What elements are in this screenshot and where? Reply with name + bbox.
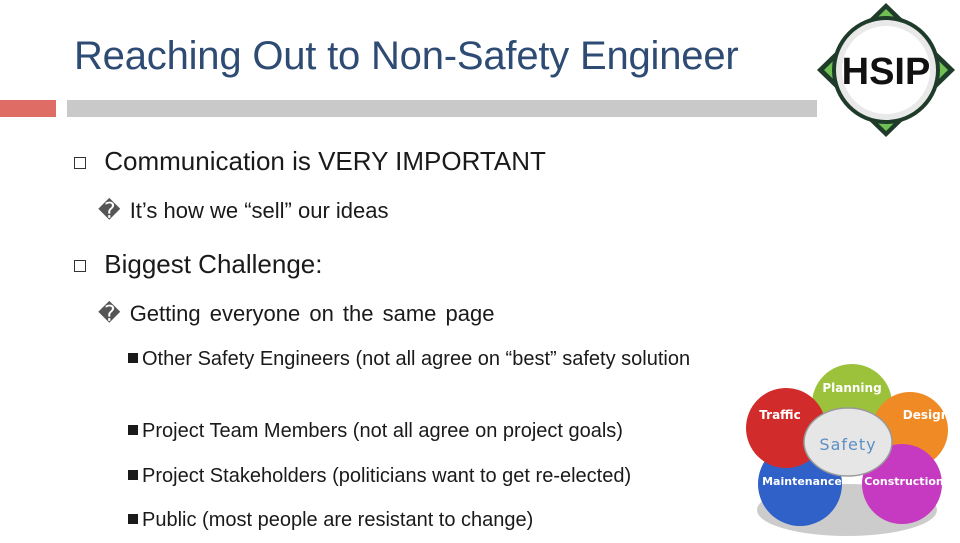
- list-item-text: Other Safety Engineers (not all agree on “best” safety solution: [142, 348, 691, 370]
- puzzle-label-safety: Safety: [819, 435, 877, 454]
- safety-puzzle-graphic: [742, 360, 952, 538]
- bullet-communication: [74, 146, 546, 177]
- sub-bullet-sell-ideas: [98, 198, 389, 224]
- slide-title: Reaching Out to Non-Safety Engineer: [74, 34, 739, 78]
- puzzle-label-construction: Construction: [864, 475, 944, 488]
- puzzle-label-planning: Planning: [822, 381, 882, 395]
- title-accent-bar: [0, 100, 56, 117]
- filled-square-bullet-icon: [128, 425, 138, 435]
- missing-glyph-bullet-icon: �: [98, 301, 121, 326]
- missing-glyph-bullet-icon: �: [98, 198, 121, 223]
- sub-bullet-text: Getting everyone on the same page: [129, 301, 495, 326]
- list-item-safety-engineers: [128, 345, 718, 373]
- filled-square-bullet-icon: [128, 470, 138, 480]
- list-item-stakeholders: [128, 462, 728, 490]
- bullet-text: Communication is VERY IMPORTANT: [104, 146, 546, 176]
- list-item-text: Public (most people are resistant to change): [142, 509, 534, 531]
- filled-square-bullet-icon: [128, 514, 138, 524]
- sub-bullet-same-page: [98, 301, 494, 327]
- hsip-logo: [812, 0, 960, 140]
- list-item-public: [128, 506, 728, 534]
- list-item-team-members: [128, 417, 728, 445]
- list-item-text: Project Stakeholders (politicians want to get re-elected): [142, 465, 632, 487]
- hsip-logo-text: HSIP: [841, 51, 931, 93]
- filled-square-bullet-icon: [128, 353, 138, 363]
- list-item-text: Project Team Members (not all agree on project goals): [142, 420, 623, 442]
- bullet-biggest-challenge: [74, 249, 323, 280]
- hollow-square-bullet-icon: [74, 260, 86, 272]
- bullet-text: Biggest Challenge:: [104, 249, 323, 279]
- puzzle-label-design: Design: [902, 408, 950, 422]
- sub-bullet-text: It’s how we “sell” our ideas: [129, 198, 389, 223]
- puzzle-label-traffic: Traffic: [759, 408, 801, 422]
- hollow-square-bullet-icon: [74, 157, 86, 169]
- puzzle-label-maintenance: Maintenance: [762, 475, 842, 488]
- title-divider-bar: [67, 100, 817, 117]
